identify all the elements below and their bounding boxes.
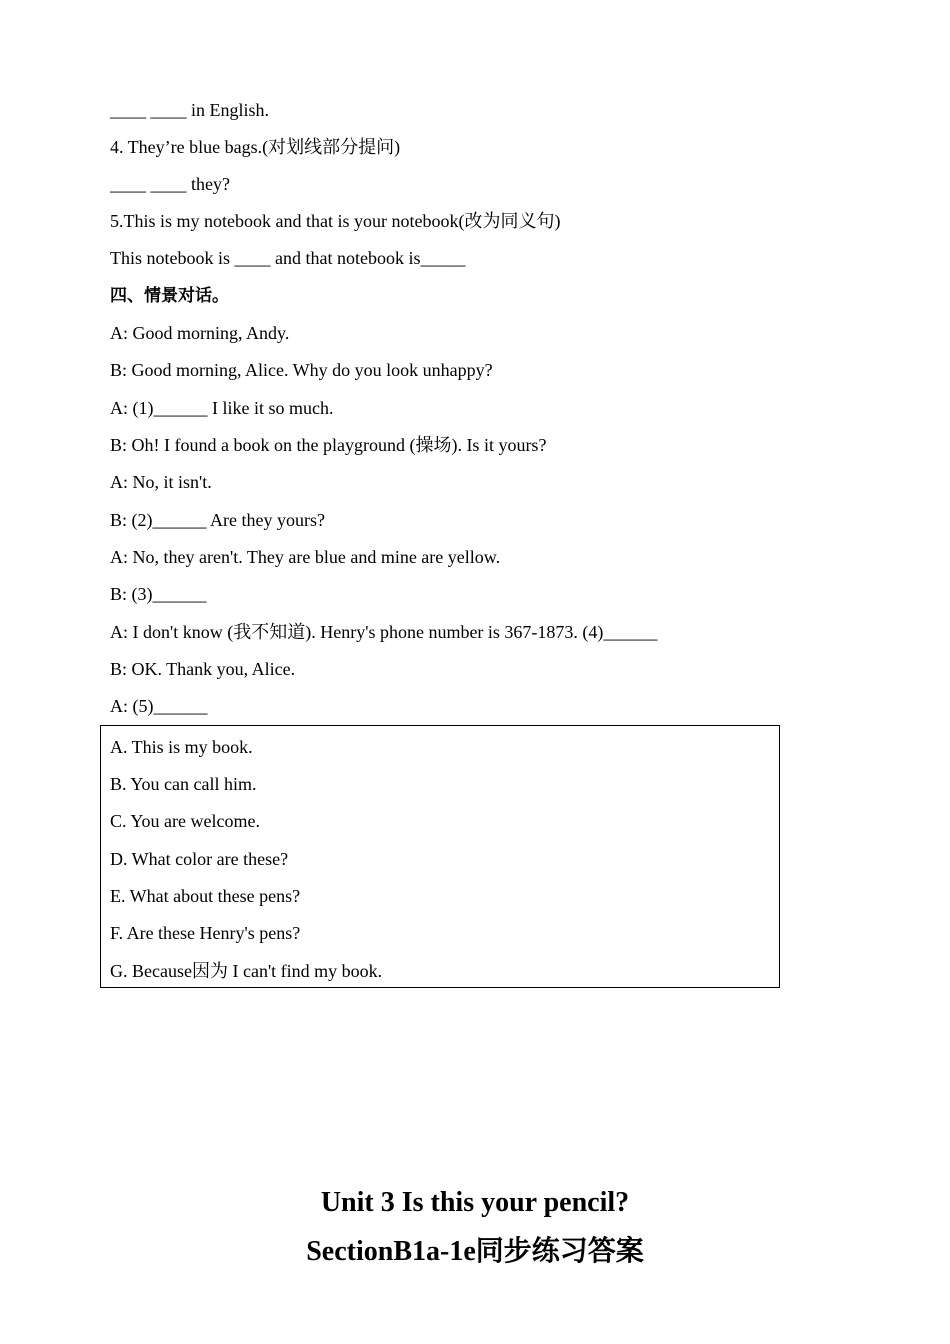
dialogue-line: B: OK. Thank you, Alice. <box>110 659 296 679</box>
options-box <box>100 725 780 988</box>
answer-title-unit: Unit 3 Is this your pencil? <box>320 1187 630 1218</box>
dialogue-line: A: (1)______ I like it so much. <box>110 398 334 418</box>
dialogue-line: A: Good morning, Andy. <box>110 323 290 343</box>
dialogue-line: A: No, they aren't. They are blue and mine are yellow. <box>110 547 501 567</box>
dialogue-line: B: (3)______ <box>110 584 207 604</box>
dialogue-line: A: (5)______ <box>110 696 208 716</box>
option-b: B. You can call him. <box>110 774 257 794</box>
exercise-line-5-answer: This notebook is ____ and that notebook is_____ <box>110 248 466 268</box>
dialogue-line: B: Oh! I found a book on the playground (操场). Is it yours? <box>110 435 547 455</box>
option-e: E. What about these pens? <box>110 886 301 906</box>
exercise-line-3-answer: ____ ____ in English. <box>110 100 270 120</box>
option-g: G. Because因为 I can't find my book. <box>110 961 383 981</box>
exercise-question-4: 4. They’re blue bags.(对划线部分提问) <box>110 137 401 157</box>
exercise-question-5: 5.This is my notebook and that is your notebook(改为同义句) <box>110 211 561 231</box>
exercise-line-4-answer: ____ ____ they? <box>110 174 230 194</box>
option-a: A. This is my book. <box>110 737 253 757</box>
answer-title-section: SectionB1a-1e同步练习答案 <box>306 1236 644 1267</box>
option-c: C. You are welcome. <box>110 811 260 831</box>
option-d: D. What color are these? <box>110 849 289 869</box>
section-heading: 四、情景对话。 <box>110 286 229 306</box>
dialogue-line: A: I don't know (我不知道). Henry's phone number is 367-1873. (4)______ <box>110 622 658 642</box>
dialogue-line: A: No, it isn't. <box>110 472 212 492</box>
dialogue-line: B: Good morning, Alice. Why do you look unhappy? <box>110 360 493 380</box>
option-f: F. Are these Henry's pens? <box>110 923 301 943</box>
dialogue-line: B: (2)______ Are they yours? <box>110 510 325 530</box>
